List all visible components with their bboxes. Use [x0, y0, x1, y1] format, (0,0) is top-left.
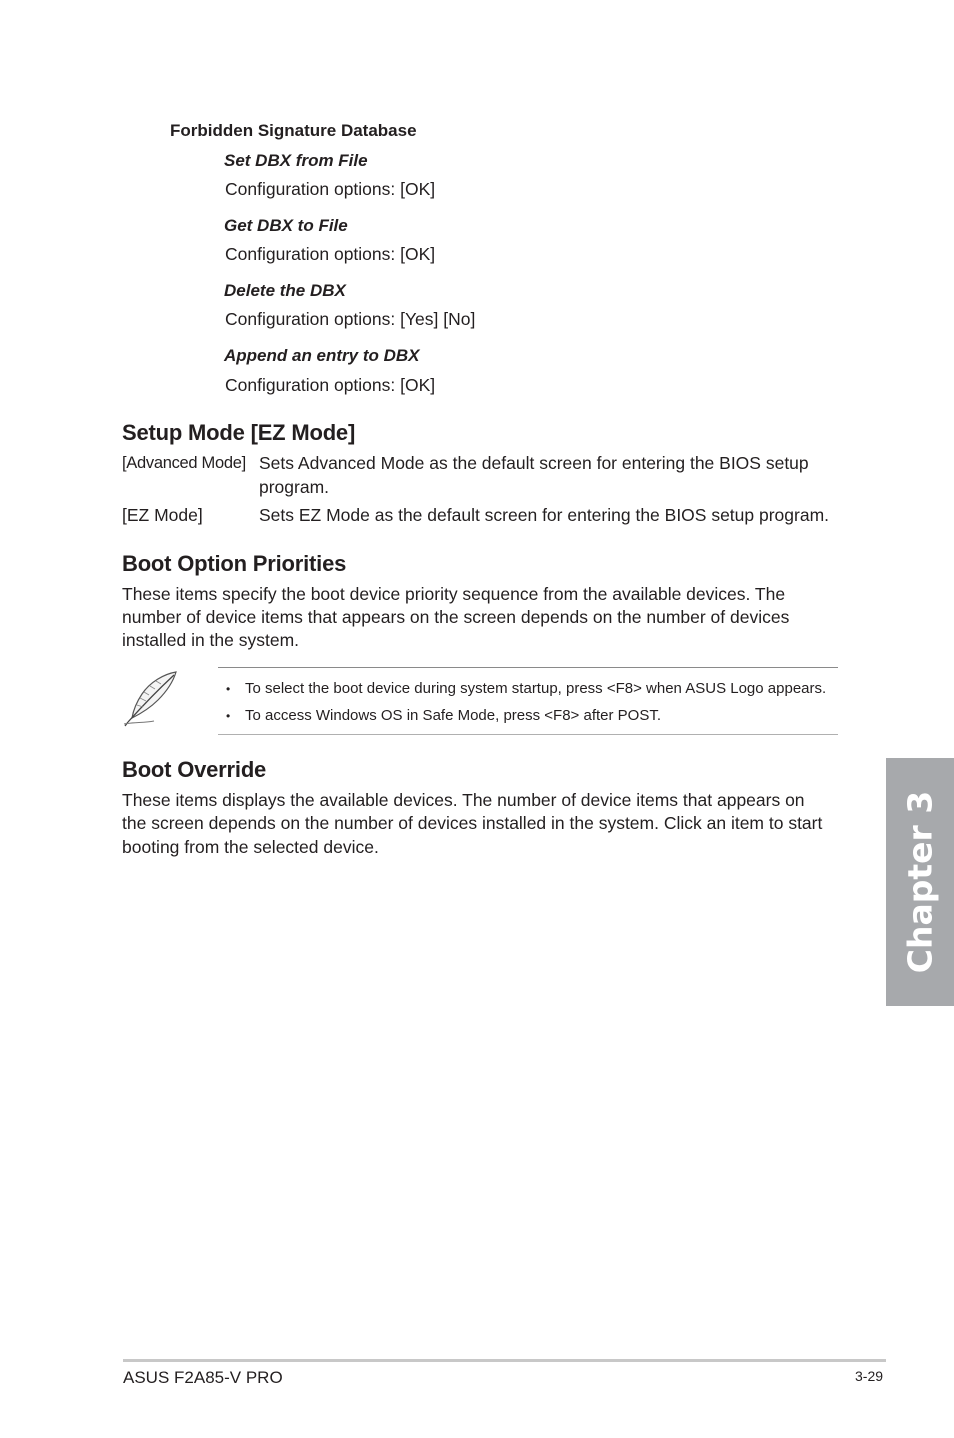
advanced-mode-desc-line2: program.: [259, 477, 330, 497]
advanced-mode-desc-line1: Sets Advanced Mode as the default screen for entering the BIOS setup: [259, 453, 809, 473]
chapter-tab: [886, 758, 954, 1006]
note-bullet-1-marker: •: [226, 682, 231, 696]
get-dbx-options: Configuration options: [OK]: [225, 244, 436, 264]
note-bullet-1: To select the boot device during system startup, press <F8> when ASUS Logo appears.: [245, 680, 827, 697]
note-bullet-2: To access Windows OS in Safe Mode, press <F8> after POST.: [245, 707, 662, 724]
boot-override-line1: These items displays the available devices. The number of device items that appears on: [122, 790, 805, 810]
delete-dbx-title: Delete the DBX: [224, 281, 346, 300]
set-dbx-options: Configuration options: [OK]: [225, 179, 436, 199]
note-top-rule: [218, 667, 838, 668]
chapter-tab-label: Chapter 3: [900, 790, 940, 974]
note-bottom-rule: [218, 734, 838, 735]
quill-pen-icon: [120, 668, 182, 728]
forbidden-db-heading: Forbidden Signature Database: [170, 121, 417, 140]
set-dbx-title: Set DBX from File: [224, 151, 368, 170]
append-dbx-options: Configuration options: [OK]: [225, 375, 436, 395]
advanced-mode-term: [Advanced Mode]: [122, 454, 246, 472]
boot-priorities-line1: These items specify the boot device priority sequence from the available devices. The: [122, 584, 786, 604]
footer-page-number: 3-29: [855, 1368, 884, 1384]
delete-dbx-options: Configuration options: [Yes] [No]: [225, 309, 476, 329]
footer-rule: [123, 1359, 886, 1362]
boot-override-title: Boot Override: [122, 757, 267, 782]
append-dbx-title: Append an entry to DBX: [224, 346, 420, 365]
boot-priorities-line3: installed in the system.: [122, 630, 300, 650]
boot-priorities-line2: number of device items that appears on the screen depends on the number of devices: [122, 607, 790, 627]
get-dbx-title: Get DBX to File: [224, 216, 348, 235]
ez-mode-term: [EZ Mode]: [122, 505, 203, 525]
boot-option-priorities-title: Boot Option Priorities: [122, 551, 347, 576]
setup-mode-title: Setup Mode [EZ Mode]: [122, 420, 356, 445]
footer-product: ASUS F2A85-V PRO: [123, 1368, 283, 1387]
boot-override-line3: booting from the selected device.: [122, 837, 379, 857]
ez-mode-desc: Sets EZ Mode as the default screen for entering the BIOS setup program.: [259, 505, 830, 525]
boot-override-line2: the screen depends on the number of devices installed in the system. Click an item to start: [122, 813, 823, 833]
note-bullet-2-marker: •: [226, 709, 231, 723]
